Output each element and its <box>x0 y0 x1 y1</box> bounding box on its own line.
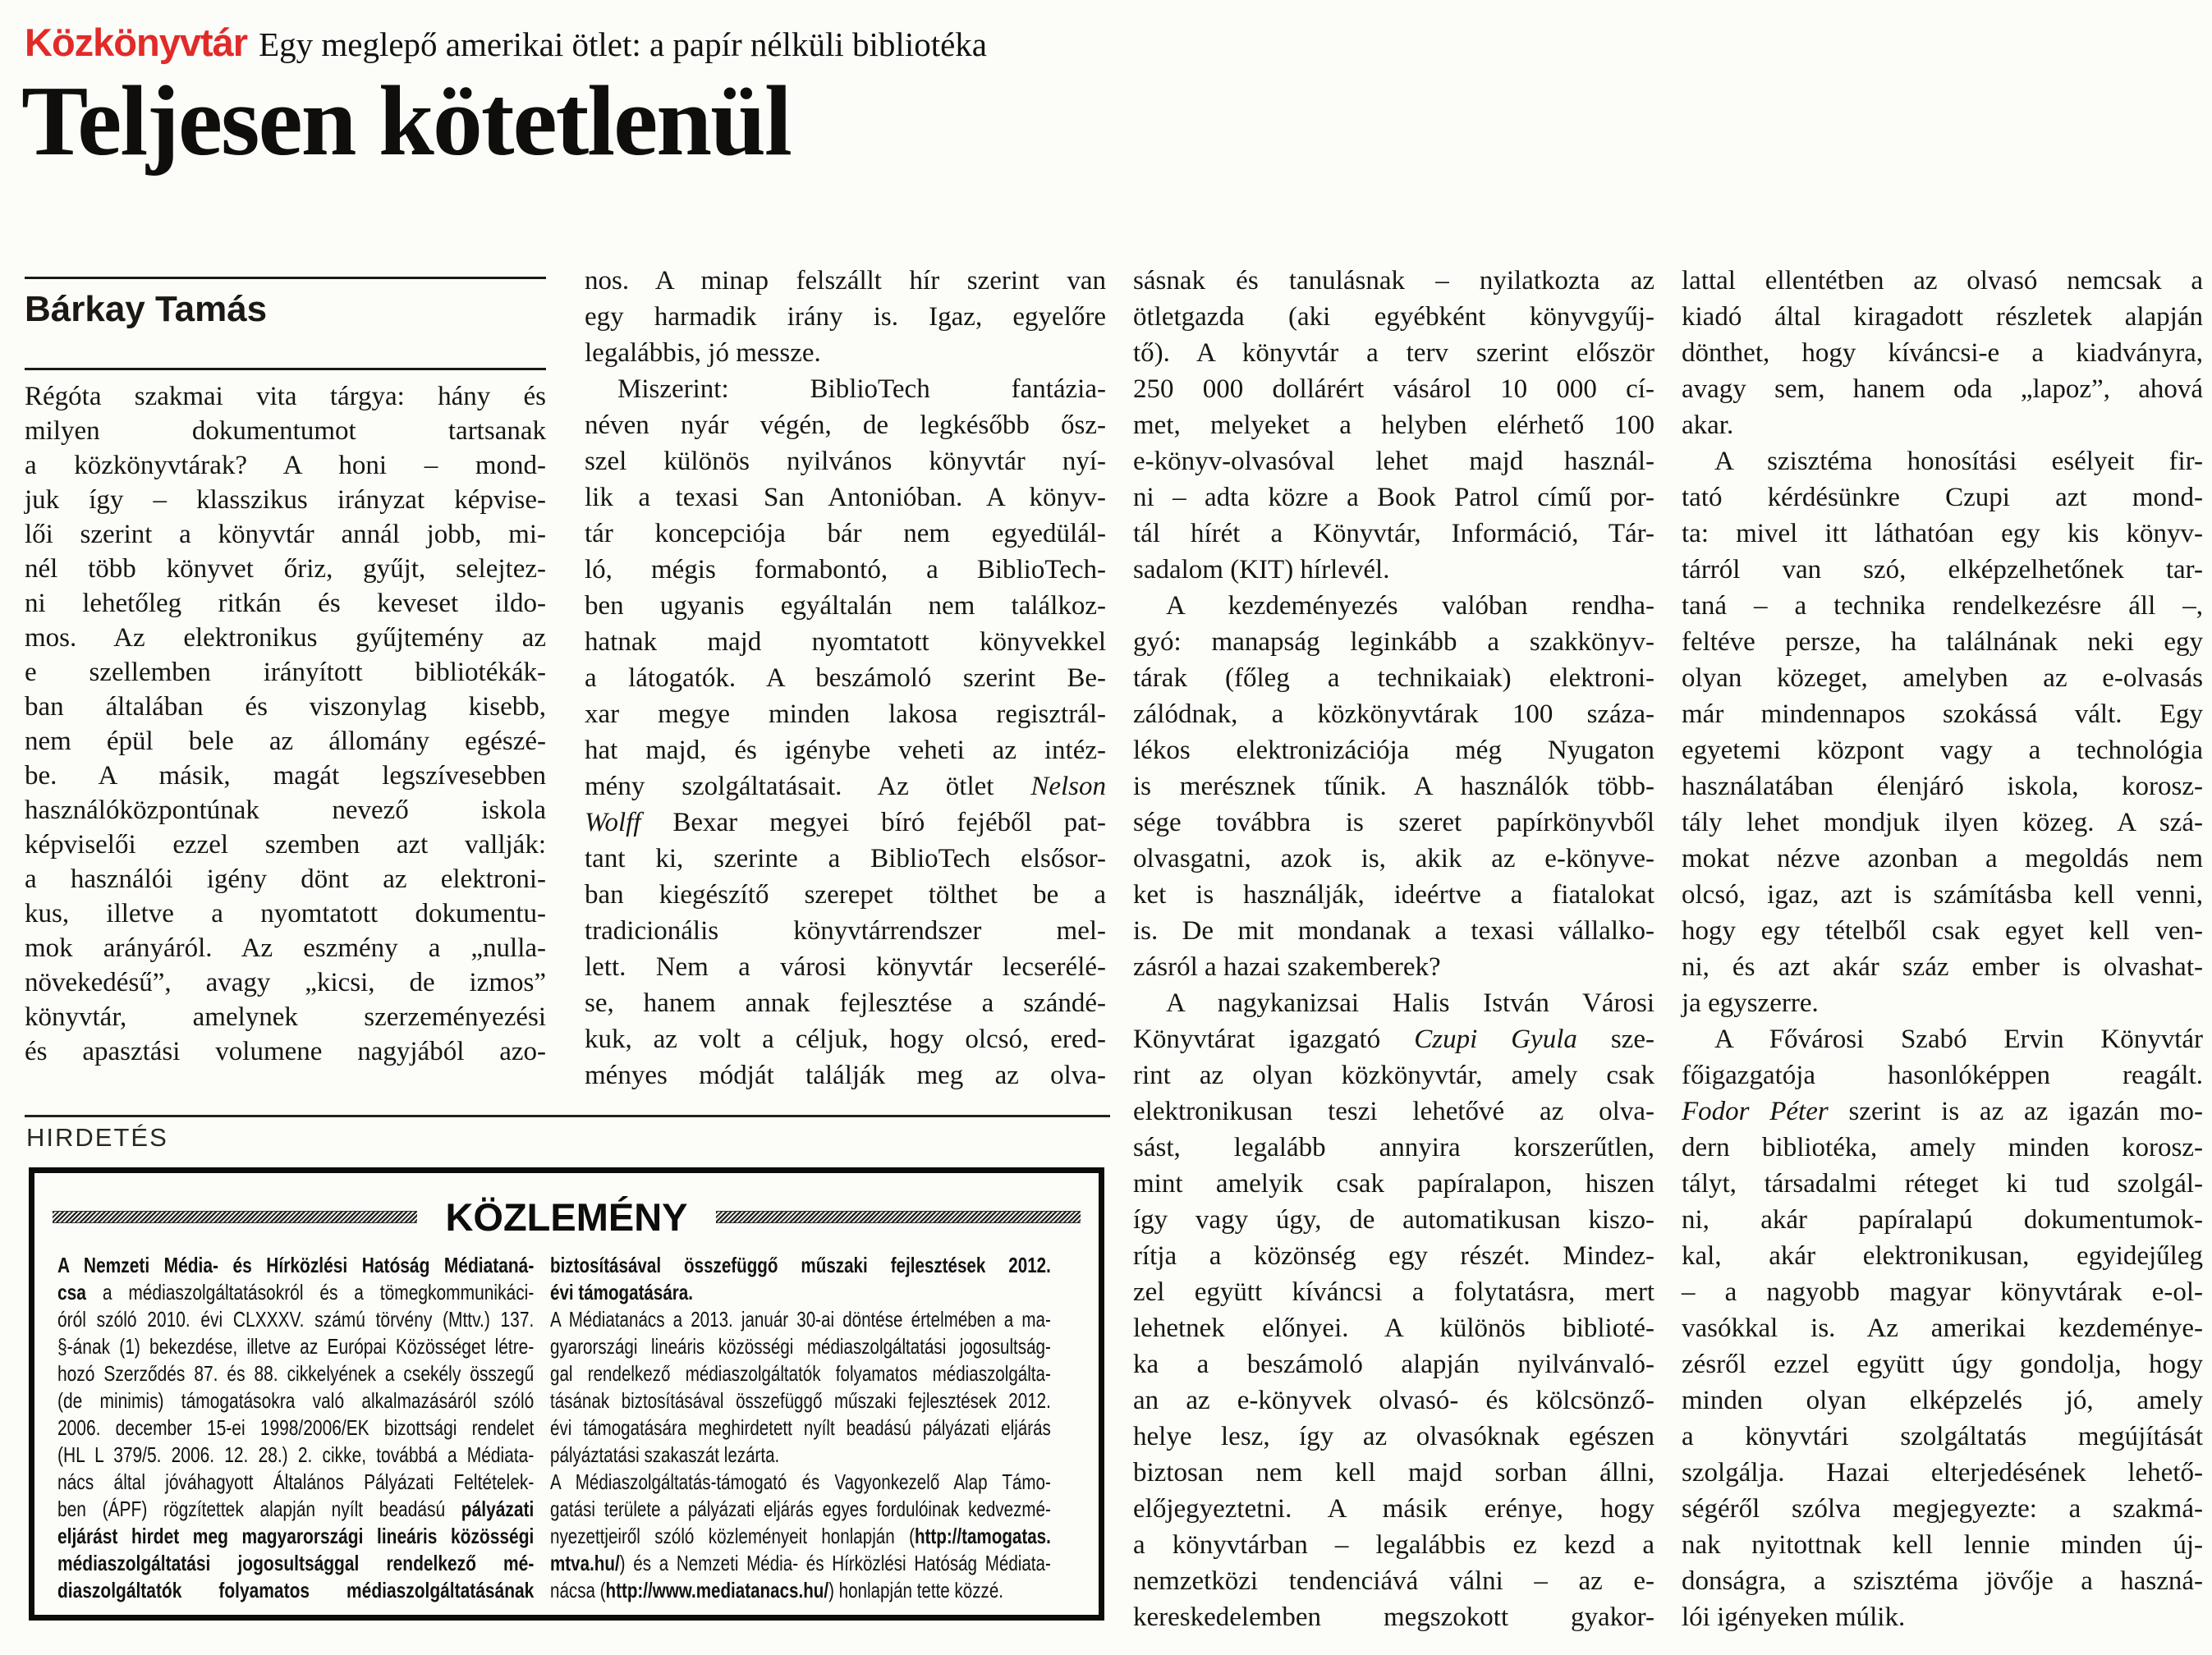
advert-column-right <box>550 1252 1051 1604</box>
dotted-bar-right <box>716 1211 1081 1223</box>
text-line: §-ának (1) bekezdése, illetve az Európai Közösséget létre- <box>57 1334 535 1359</box>
text-line: zel együtt kíváncsi a folytatásra, mert <box>1133 1277 1654 1307</box>
text-line: lői szerint a könyvtár annál jobb, mi- <box>25 520 546 549</box>
article-column-2 <box>585 263 1106 1093</box>
text-line: gatási területe a pályázati eljárás egyes fordulóinak kedvezmé- <box>550 1497 1051 1521</box>
text-line: helye lesz, így az olvasóknak egészen <box>1133 1422 1654 1451</box>
text-line: lói igényeken múlik. <box>1682 1602 1906 1632</box>
text-line: ta: mivel itt láthatóan egy kis könyv- <box>1682 519 2203 548</box>
text-line: képviselői ezzel szemben azt vallják: <box>25 830 546 860</box>
text-line: tárról van szó, elképzelhetőnek tar- <box>1682 555 2203 585</box>
text-line: sást, legalább annyira korszerűtlen, <box>1133 1133 1654 1162</box>
byline-rule-bottom <box>25 368 546 370</box>
text-line: A Médiatanács a 2013. január 30-ai döntése értelmében a ma- <box>550 1307 1051 1332</box>
text-line: ja egyszerre. <box>1682 988 1819 1018</box>
text-line: ményes módját találják meg az olva- <box>585 1061 1106 1090</box>
text-line: nácsa (http://www.mediatanacs.hu/) honlapján tette közzé. <box>550 1578 1003 1602</box>
text-line: sadalom (KIT) hírlevél. <box>1133 555 1390 585</box>
kicker-subtitle: Egy meglepő amerikai ötlet: a papír nélküli bibliotéka <box>259 25 988 63</box>
text-line: már mindennapos szokássá vált. Egy <box>1682 699 2203 729</box>
advert-header <box>53 1194 1081 1240</box>
text-line: hat majd, és igénybe veheti az intéz- <box>585 736 1106 765</box>
text-line: ben (ÁPF) rögzítettek alapján nyílt beadású pályázati <box>57 1497 535 1521</box>
text-line: sége továbbra is szeret papírkönyvből <box>1133 808 1654 837</box>
text-line: ni, és azt akár száz ember is olvashat- <box>1682 952 2203 982</box>
text-line: dern bibliotéka, amely minden korosz- <box>1682 1133 2203 1162</box>
text-line: akar. <box>1682 410 1734 440</box>
article-column-4 <box>1682 263 2203 1635</box>
text-line: ötletgazda (aki egyébként könyvgyűj- <box>1133 302 1654 332</box>
text-line: biztosításával összefüggő műszaki fejlesztések 2012. <box>550 1253 1051 1277</box>
text-line: lékos elektronizációja még Nyugaton <box>1133 736 1654 765</box>
text-line: mint amelyik csak papíralapon, hiszen <box>1133 1169 1654 1199</box>
text-line: médiaszolgáltatási jogosultsággal rendelkező mé- <box>57 1551 535 1575</box>
text-line: A szisztéma honosítási esélyeit fir- <box>1714 447 2203 476</box>
text-line: gyarországi lineáris közösségi médiaszolgáltatási jogosultság- <box>550 1334 1051 1359</box>
text-line: ni, akár papíralapú dokumentumok- <box>1682 1205 2203 1235</box>
text-line: vasókkal is. Az amerikai kezdeménye- <box>1682 1313 2203 1343</box>
text-line: se, hanem annak fejlesztése a szándé- <box>585 988 1106 1018</box>
text-line: nem épül bele az állomány egészé- <box>25 727 546 756</box>
text-line: ben ugyanis egyáltalán nem találkoz- <box>585 591 1106 621</box>
text-line: nél több könyvet őriz, gyűjt, selejtez- <box>25 554 546 584</box>
text-line: mos. Az elektronikus gyűjtemény az <box>25 623 546 653</box>
text-line: előjegyeztetni. A másik erénye, hogy <box>1133 1494 1654 1524</box>
text-line: sásnak és tanulásnak – nyilatkozta az <box>1133 266 1654 296</box>
text-line: olvasgatni, azok is, akik az e-könyve- <box>1133 844 1654 873</box>
advert-label: HIRDETÉS <box>26 1123 168 1152</box>
byline-rule-top <box>25 277 546 279</box>
text-line: A Médiaszolgáltatás-támogató és Vagyonkezelő Alap Támo- <box>550 1469 1051 1494</box>
advert-column-left <box>57 1252 534 1604</box>
text-line: ban kiegészítő szerepet tölthet be a <box>585 880 1106 910</box>
article-column-1 <box>25 379 546 1069</box>
text-line: e szellemben irányított bibliotékák- <box>25 658 546 687</box>
text-line: ni lehetőleg ritkán és keveset ildo- <box>25 589 546 618</box>
text-line: ló, mégis formabontó, a BiblioTech- <box>585 555 1106 585</box>
text-line: tár koncepciója bár nem egyedülál- <box>585 519 1106 548</box>
text-line: gal rendelkező médiaszolgáltatók folyamatos médiaszolgálta- <box>550 1361 1051 1386</box>
text-line: lehetnek előnyei. A különös biblioté- <box>1133 1313 1654 1343</box>
text-line: A Nemzeti Média- és Hírközlési Hatóság Médiataná- <box>57 1253 535 1277</box>
text-line: így vagy úgy, de automatikusan kiszo- <box>1133 1205 1654 1235</box>
text-line: főigazgatója hasonlóképpen reagált. <box>1682 1061 2203 1090</box>
text-line: dönthet, hogy kíváncsi-e a kiadványra, <box>1682 338 2203 368</box>
text-line: e-könyv-olvasóval lehet majd használ- <box>1133 447 1654 476</box>
text-line: kus, illetve a nyomtatott dokumentu- <box>25 899 546 928</box>
text-line: (HL L 379/5. 2006. 12. 28.) 2. cikke, továbbá a Médiata- <box>57 1442 535 1467</box>
text-line: zásról a hazai szakemberek? <box>1133 952 1441 982</box>
text-line: egy harmadik irány is. Igaz, egyelőre <box>585 302 1106 332</box>
text-line: Miszerint: BiblioTech fantázia- <box>617 374 1106 404</box>
text-line: ket is használják, ideértve a fiatalokat <box>1133 880 1654 910</box>
text-line: nos. A minap felszállt hír szerint van <box>585 266 1106 296</box>
text-line: tant ki, szerinte a BiblioTech elsősor- <box>585 844 1106 873</box>
text-line: biztosan nem kell majd sorban állni, <box>1133 1458 1654 1488</box>
advert-section-rule <box>25 1115 1110 1117</box>
text-line: rítja a közönség egy részét. Mindez- <box>1133 1241 1654 1271</box>
text-line: tályt, társadalmi réteget ki tud szolgál- <box>1682 1169 2203 1199</box>
text-line: elektronikusan teszi lehetővé az olva- <box>1133 1097 1654 1126</box>
text-line: A kezdeményezés valóban rendha- <box>1166 591 1654 621</box>
text-line: csa a médiaszolgáltatásokról és a tömegkommunikáci- <box>57 1280 535 1304</box>
text-line: 250 000 dollárért vásárol 10 000 cí- <box>1133 374 1654 404</box>
text-line: évi támogatására. <box>550 1280 693 1304</box>
text-line: mény szolgáltatásait. Az ötlet Nelson <box>585 772 1106 801</box>
text-line: donságra, a szisztéma jövője a haszná- <box>1682 1566 2203 1596</box>
text-line: Fodor Péter szerint is az az igazán mo- <box>1682 1097 2204 1126</box>
text-line: mok arányáról. Az eszmény a „nulla- <box>25 933 546 963</box>
text-line: könyvtár, amelynek szerzeményezési <box>25 1002 546 1032</box>
text-line: lattal ellentétben az olvasó nemcsak a <box>1682 266 2203 296</box>
text-line: A nagykanizsai Halis István Városi <box>1166 988 1654 1018</box>
text-line: is merésznek tűnik. A használók több- <box>1133 772 1654 801</box>
text-line: mokat nézve azonban a megoldás nem <box>1682 844 2203 873</box>
text-line: használatában élenjáró iskola, korosz- <box>1682 772 2203 801</box>
text-line: néven nyár végén, de legkésőbb ősz- <box>585 410 1106 440</box>
text-line: met, melyeket a helyben elérhető 100 <box>1133 410 1654 440</box>
text-line: évi támogatására meghirdetett nyílt beadású pályázati eljárás <box>550 1415 1051 1440</box>
text-line: a könyvtárban – legalábbis ez kezd a <box>1133 1530 1654 1560</box>
kicker-line <box>25 20 987 65</box>
text-line: használóközpontúnak nevező iskola <box>25 795 546 825</box>
text-line: zálódnak, a közkönyvtárak 100 száza- <box>1133 699 1654 729</box>
text-line: ni – adta közre a Book Patrol című por- <box>1133 483 1654 512</box>
text-line: eljárást hirdet meg magyarországi lineáris közösségi <box>57 1524 535 1548</box>
text-line: lett. Nem a városi könyvtár lecserélé- <box>585 952 1106 982</box>
text-line: be. A másik, magát legszívesebben <box>25 761 546 791</box>
text-line: tő). A könyvtár a terv szerint először <box>1133 338 1654 368</box>
text-line: minden olyan elképzelés jó, amely <box>1682 1386 2203 1415</box>
text-line: hatnak majd nyomtatott könyvekkel <box>585 627 1106 657</box>
text-line: ka a beszámoló alapján nyilvánvaló- <box>1133 1350 1654 1379</box>
text-line: a használói igény dönt az elektroni- <box>25 864 546 894</box>
text-line: gyó: manapság leginkább a szakkönyv- <box>1133 627 1654 657</box>
text-line: rint az olyan közkönyvtár, amely csak <box>1133 1061 1654 1090</box>
text-line: nak nyitottnak kell lennie minden új- <box>1682 1530 2203 1560</box>
text-line: (de minimis) támogatásokra való alkalmazásáról szóló <box>57 1388 535 1413</box>
text-line: tató kérdésünkre Czupi azt mond- <box>1682 483 2203 512</box>
text-line: zésről ezzel együtt úgy gondolja, hogy <box>1682 1350 2203 1379</box>
text-line: A Fővárosi Szabó Ervin Könyvtár <box>1714 1025 2203 1054</box>
text-line: taná – a technika rendelkezésre áll –, <box>1682 591 2203 621</box>
text-line: tály lehet mondjuk ilyen közeg. A szá- <box>1682 808 2203 837</box>
text-line: egyetemi központ vagy a technológia <box>1682 736 2203 765</box>
text-line: an az e-könyvek olvasó- és kölcsönző- <box>1133 1386 1654 1415</box>
text-line: kereskedelemben megszokott gyakor- <box>1133 1602 1654 1632</box>
text-line: a látogatók. A beszámoló szerint Be- <box>585 663 1106 693</box>
text-line: szel különös nyilvános könyvtár nyí- <box>585 447 1106 476</box>
text-line: – a nagyobb magyar könyvtárak e-ol- <box>1682 1277 2203 1307</box>
text-line: juk így – klasszikus irányzat képvise- <box>25 485 546 515</box>
text-line: olcsó, igaz, azt is számításba kell venni, <box>1682 880 2203 910</box>
text-line: Könyvtárat igazgató Czupi Gyula sze- <box>1133 1025 1655 1054</box>
text-line: és apasztási volumene nagyjából azo- <box>25 1037 546 1066</box>
text-line: pályáztatási szakaszát lezárta. <box>550 1442 780 1467</box>
advert-title: KÖZLEMÉNY <box>445 1195 688 1239</box>
text-line: lik a texasi San Antonióban. A könyv- <box>585 483 1106 512</box>
text-line: növekedésű”, avagy „kicsi, de izmos” <box>25 968 546 997</box>
article-column-3 <box>1133 263 1654 1635</box>
text-line: avagy sem, hanem oda „lapoz”, ahová <box>1682 374 2203 404</box>
text-line: a közkönyvtárak? A honi – mond- <box>25 451 546 480</box>
text-line: ban általában és viszonylag kisebb, <box>25 692 546 722</box>
text-line: ségéről szólva megjegyezte: a szakmá- <box>1682 1494 2203 1524</box>
text-line: nyezettjeiről szóló közleményeit honlapján (http://tamogatas. <box>550 1524 1051 1548</box>
text-line: xar megye minden lakosa regisztrál- <box>585 699 1106 729</box>
text-line: feltéve persze, ha találnának neki egy <box>1682 627 2203 657</box>
text-line: olyan közeget, amelyben az e-olvasás <box>1682 663 2203 693</box>
text-line: diaszolgáltatók folyamatos médiaszolgáltatásának <box>57 1578 535 1602</box>
text-line: Wolff Bexar megyei bíró fejéből pat- <box>585 808 1106 837</box>
text-line: kiadó által kiragadott részletek alapján <box>1682 302 2203 332</box>
text-line: kuk, az volt a céljuk, hogy olcsó, ered- <box>585 1025 1106 1054</box>
text-line: tradicionális könyvtárrendszer mel- <box>585 916 1106 946</box>
text-line: tásának biztosításával összefüggő műszaki fejlesztések 2012. <box>550 1388 1051 1413</box>
headline: Teljesen kötetlenül <box>21 66 791 177</box>
text-line: nács által jóváhagyott Általános Pályázati Feltételek- <box>57 1469 535 1494</box>
byline: Bárkay Tamás <box>25 289 268 329</box>
text-line: szolgálja. Hazai elterjedésének lehető- <box>1682 1458 2203 1488</box>
text-line: kal, akár elektronikusan, egyidejűleg <box>1682 1241 2203 1271</box>
text-line: 2006. december 15-ei 1998/2006/EK bizottsági rendelet <box>57 1415 535 1440</box>
text-line: hogy egy tételből csak egyet kell ven- <box>1682 916 2203 946</box>
text-line: tál hírét a Könyvtár, Információ, Tár- <box>1133 519 1654 548</box>
text-line: legalábbis, jó messze. <box>585 338 821 368</box>
text-line: milyen dokumentumot tartsanak <box>25 416 546 446</box>
text-line: mtva.hu/) és a Nemzeti Média- és Hírközlési Hatóság Médiata- <box>550 1551 1051 1575</box>
dotted-bar-left <box>53 1211 417 1223</box>
text-line: óról szóló 2010. évi CLXXXV. számú törvény (Mttv.) 137. <box>57 1307 535 1332</box>
text-line: Régóta szakmai vita tárgya: hány és <box>25 382 546 411</box>
text-line: tárak (főleg a technikaiak) elektroni- <box>1133 663 1654 693</box>
advert-box <box>29 1167 1104 1621</box>
text-line: is. De mit mondanak a texasi vállalko- <box>1133 916 1654 946</box>
text-line: hozó Szerződés 87. és 88. cikkelyének a csekély összegű <box>57 1361 535 1386</box>
section-kicker: Közkönyvtár <box>25 21 248 64</box>
text-line: nemzetközi tendenciává válni – az e- <box>1133 1566 1654 1596</box>
text-line: a könyvtári szolgáltatás megújítását <box>1682 1422 2203 1451</box>
